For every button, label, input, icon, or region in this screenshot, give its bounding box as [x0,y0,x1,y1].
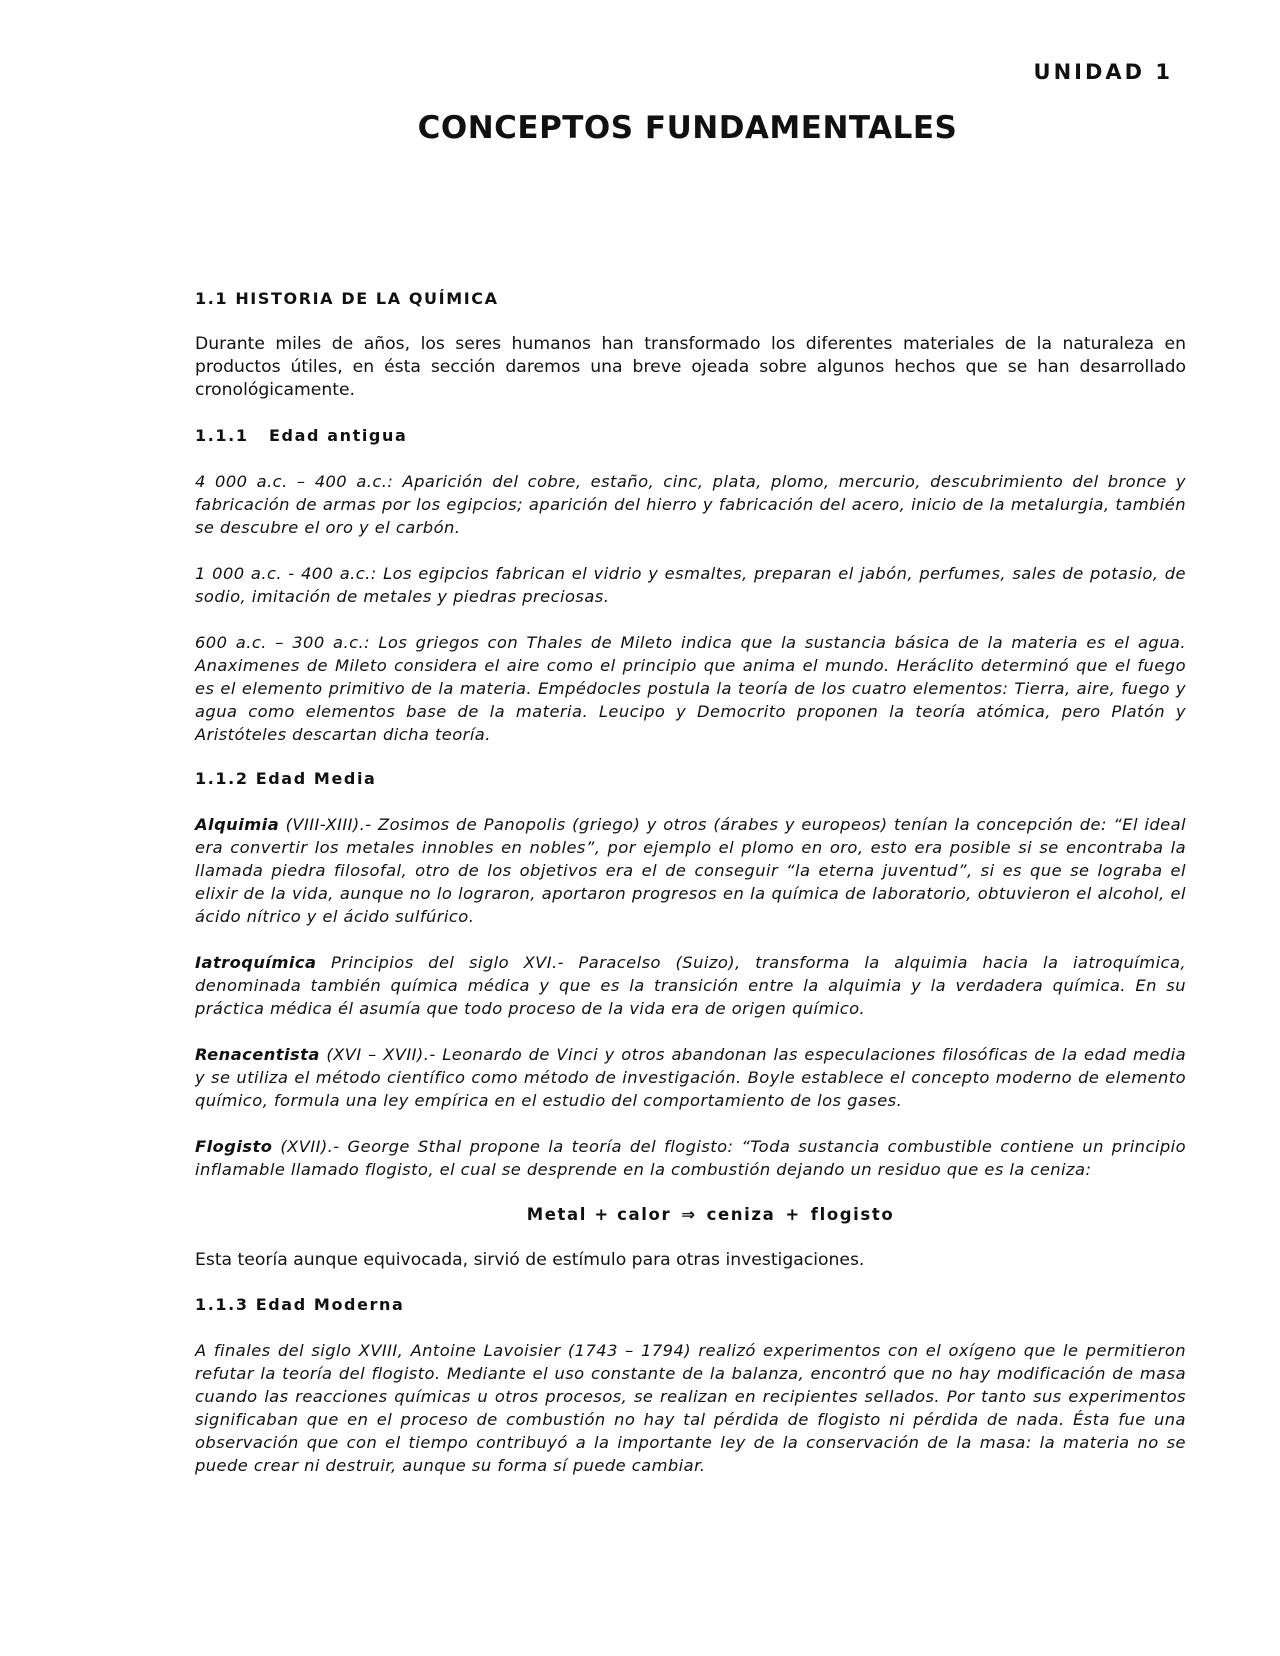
section-heading-1-1-3: 1.1.3 Edad Moderna [195,1295,405,1314]
term-renacentista: Renacentista [195,1045,320,1064]
section-heading-1-1-1 [195,425,1186,447]
paragraph-1000-ac: 1 000 a.c. - 400 a.c.: Los egipcios fabrican el vidrio y esmaltes, preparan el jabón, perfumes, sales de potasio, de sodio, imitación de metales y piedras preciosas. [195,564,1186,606]
paragraph-renacentista [195,1043,1186,1112]
term-iatroquimica: Iatroquímica [195,953,317,972]
intro-paragraph: Durante miles de años, los seres humanos han transformado los diferentes materiales de la naturaleza en productos útiles, en ésta sección daremos una breve ojeada sobre algunos hechos que se han desarrollado cronológicamente. [195,334,1186,400]
paragraph-600-ac: 600 a.c. – 300 a.c.: Los griegos con Thales de Mileto indica que la sustancia básica de la materia es el agua. Anaximenes de Mileto considera el aire como el principio que anima el mundo. Heráclito determinó que el fuego es el elemento primitivo de la materia. Empédocles postula la teoría de los cuatro elementos: Tierra, aire, fuego y agua como elementos base de la materia. Leucipo y Democrito proponen la teoría atómica, pero Platón y Aristóteles descartan dicha teoría. [195,633,1186,744]
formula-calor: calor [617,1205,672,1224]
section-number: 1.1.1 [195,426,249,445]
formula-metal: Metal [526,1205,587,1224]
flogisto-equation [195,1204,1186,1226]
formula-plus: + [594,1205,610,1224]
page-title: CONCEPTOS FUNDAMENTALES [417,110,958,146]
text-alquimia: (VIII-XIII).- Zosimos de Panopolis (griego) y otros (árabes y europeos) tenían la concepción de: “El ideal era convertir los metales innobles en nobles”, por ejemplo el plomo en oro, esto era posible si se encontraba la llamada piedra filosofal, otro de los objetivos era el de conseguir “la eterna juventud”, si es que se lograba el elixir de la vida, aunque no lo lograron, aportaron progresos en la química de laboratorio, obtuvieron el alcohol, el ácido nítrico y el ácido sulfúrico. [195,815,1186,926]
document-body [195,288,1186,1477]
term-alquimia: Alquimia [195,815,280,834]
paragraph-lavoisier: A finales del siglo XVIII, Antoine Lavoisier (1743 – 1794) realizó experimentos con el oxígeno que le permitieron refutar la teoría del flogisto. Mediante el uso constante de la balanza, encontró que no hay modificación de masa cuando las reacciones químicas u otros procesos, se realizan en recipientes sellados. Por tanto sus experimentos significaban que en el proceso de combustión no hay tal pérdida de flogisto ni pérdida de nada. Ésta fue una observación que con el tiempo contribuyó a la importante ley de la conservación de la masa: la materia no se puede crear ni destruir, aunque su forma sí puede cambiar. [195,1341,1186,1475]
section-heading-1-1-2: 1.1.2 Edad Media [195,769,377,788]
paragraph-flogisto [195,1135,1186,1181]
formula-ceniza: ceniza [706,1205,776,1224]
paragraph-iatroquimica [195,951,1186,1020]
paragraph-4000-ac: 4 000 a.c. – 400 a.c.: Aparición del cobre, estaño, cinc, plata, plomo, mercurio, descubrimiento del bronce y fabricación de armas por los egipcios; aparición del hierro y fabricación del acero, inicio de la metalurgia, también se descubre el oro y el carbón. [195,472,1186,537]
section-heading-1-1: 1.1 HISTORIA DE LA QUÍMICA [195,289,499,308]
formula-plus: + [785,1205,801,1224]
paragraph-alquimia [195,813,1186,928]
unit-label: UNIDAD 1 [1033,60,1173,84]
after-formula-paragraph: Esta teoría aunque equivocada, sirvió de estímulo para otras investigaciones. [195,1250,865,1270]
term-flogisto: Flogisto [195,1137,273,1156]
formula-flogisto: flogisto [810,1205,895,1224]
text-renacentista: (XVI – XVII).- Leonardo de Vinci y otros abandonan las especulaciones filosóficas de la edad media y se utiliza el método científico como método de investigación. Boyle establece el concepto moderno de elemento químico, formula una ley empírica en el estudio del comportamiento de los gases. [195,1045,1186,1110]
text-flogisto: (XVII).- George Sthal propone la teoría del flogisto: “Toda sustancia combustible contiene un principio inflamable llamado flogisto, el cual se desprende en la combustión dejando un residuo que es la ceniza: [195,1137,1186,1179]
section-title: Edad antigua [269,426,408,445]
text-iatroquimica: Principios del siglo XVI.- Paracelso (Suizo), transforma la alquimia hacia la iatroquímica, denominada también química médica y que es la transición entre la alquimia y la verdadera química. En su práctica médica él asumía que todo proceso de la vida era de origen químico. [195,953,1186,1018]
implies-arrow-icon: ⇒ [681,1205,697,1224]
